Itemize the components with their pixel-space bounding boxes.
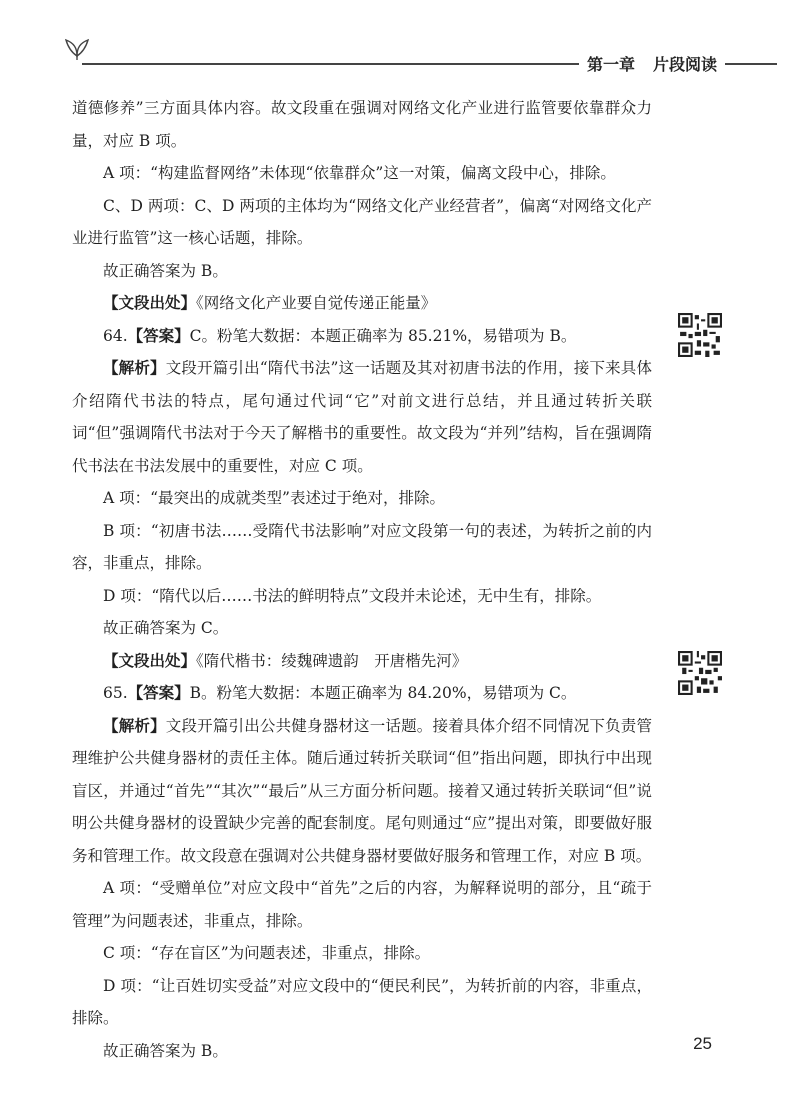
paragraph: C 项：“存在盲区”为问题表述，非重点，排除。 — [103, 944, 431, 962]
question-number: 64. — [103, 326, 128, 345]
paragraph: A 项：“构建监督网络”未体现“依靠群众”这一对策，偏离文段中心，排除。 — [103, 164, 616, 182]
analysis-paragraph — [72, 710, 652, 873]
question-number: 65. — [103, 684, 128, 702]
source-text: 《网络文化产业要自觉传递正能量》 — [196, 294, 437, 312]
answer-text: C。粉笔大数据：本题正确率为 85.21%，易错项为 B。 — [189, 326, 577, 345]
paragraph: 故正确答案为 B。 — [103, 261, 228, 280]
source-label: 【文段出处】 — [103, 651, 197, 670]
analysis-label: 【解析】 — [103, 359, 166, 377]
paragraph: B 项：“初唐书法……受隋代书法影响”对应文段第一句的表述，为转折之前的内容，非重点，排除。 — [72, 521, 652, 572]
analysis-text: 文段开篇引出公共健身器材这一话题。接着具体介绍不同情况下负责管理维护公共健身器材的责任主体。随后通过转折关联词“但”指出问题，即执行中出现盲区，并通过“首先”“其次”“最后”从三方面分析问题。接着又通过转折关联词“但”说明公共健身器材的设置缺少完善的配套制度。尾句则通过“应”提出对策，即要做好服务和管理工作。故文段意在强调对公共健身器材要做好服务和管理工作，对应 B 项。 — [72, 716, 652, 865]
source-line — [72, 645, 652, 678]
source-line — [72, 287, 652, 320]
answer-line — [72, 320, 652, 353]
header-title — [579, 52, 725, 75]
paragraph: 故正确答案为 C。 — [103, 619, 229, 637]
analysis-paragraph — [72, 352, 652, 482]
paragraph: C、D 两项：C、D 两项的主体均为“网络文化产业经营者”，偏离“对网络文化产业进行监管”这一核心话题，排除。 — [72, 196, 652, 247]
source-label: 【文段出处】 — [103, 294, 197, 312]
paragraph: 道德修养”三方面具体内容。故文段重在强调对网络文化产业进行监管要依靠群众力量，对应 B 项。 — [72, 99, 652, 150]
page-header — [62, 34, 777, 74]
answer-label: 【答案】 — [127, 326, 190, 345]
section-label: 片段阅读 — [652, 55, 717, 74]
paragraph: A 项：“受赠单位”对应文段中“首先”之后的内容，为解释说明的部分，且“疏于管理”为问题表述，非重点，排除。 — [72, 879, 652, 930]
source-text: 《隋代楷书：绫魏碑遗韵 开唐楷先河》 — [196, 651, 468, 670]
analysis-label: 【解析】 — [103, 716, 166, 735]
page-content — [72, 92, 652, 1067]
leaf-icon — [62, 34, 92, 60]
answer-line — [72, 677, 652, 710]
answer-label: 【答案】 — [127, 684, 190, 702]
answer-text: B。粉笔大数据：本题正确率为 84.20%，易错项为 C。 — [189, 684, 577, 702]
qr-code-icon[interactable] — [678, 313, 722, 357]
paragraph: A 项：“最突出的成就类型”表述过于绝对，排除。 — [103, 489, 445, 507]
qr-code-icon[interactable] — [678, 651, 722, 695]
chapter-label: 第一章 — [586, 55, 635, 74]
paragraph: D 项：“让百姓切实受益”对应文段中的“便民利民”，为转折前的内容，非重点，排除。 — [72, 976, 652, 1027]
page-number: 25 — [693, 1034, 712, 1053]
paragraph: 故正确答案为 B。 — [103, 1041, 228, 1060]
paragraph: D 项：“隋代以后……书法的鲜明特点”文段并未论述，无中生有，排除。 — [103, 586, 602, 605]
analysis-text: 文段开篇引出“隋代书法”这一话题及其对初唐书法的作用，接下来具体介绍隋代书法的特点，尾句通过代词“它”对前文进行总结，并且通过转折关联词“但”强调隋代书法对于今天了解楷书的重要性。故文段为“并列”结构，旨在强调隋代书法在书法发展中的重要性，对应 C 项。 — [72, 359, 652, 475]
